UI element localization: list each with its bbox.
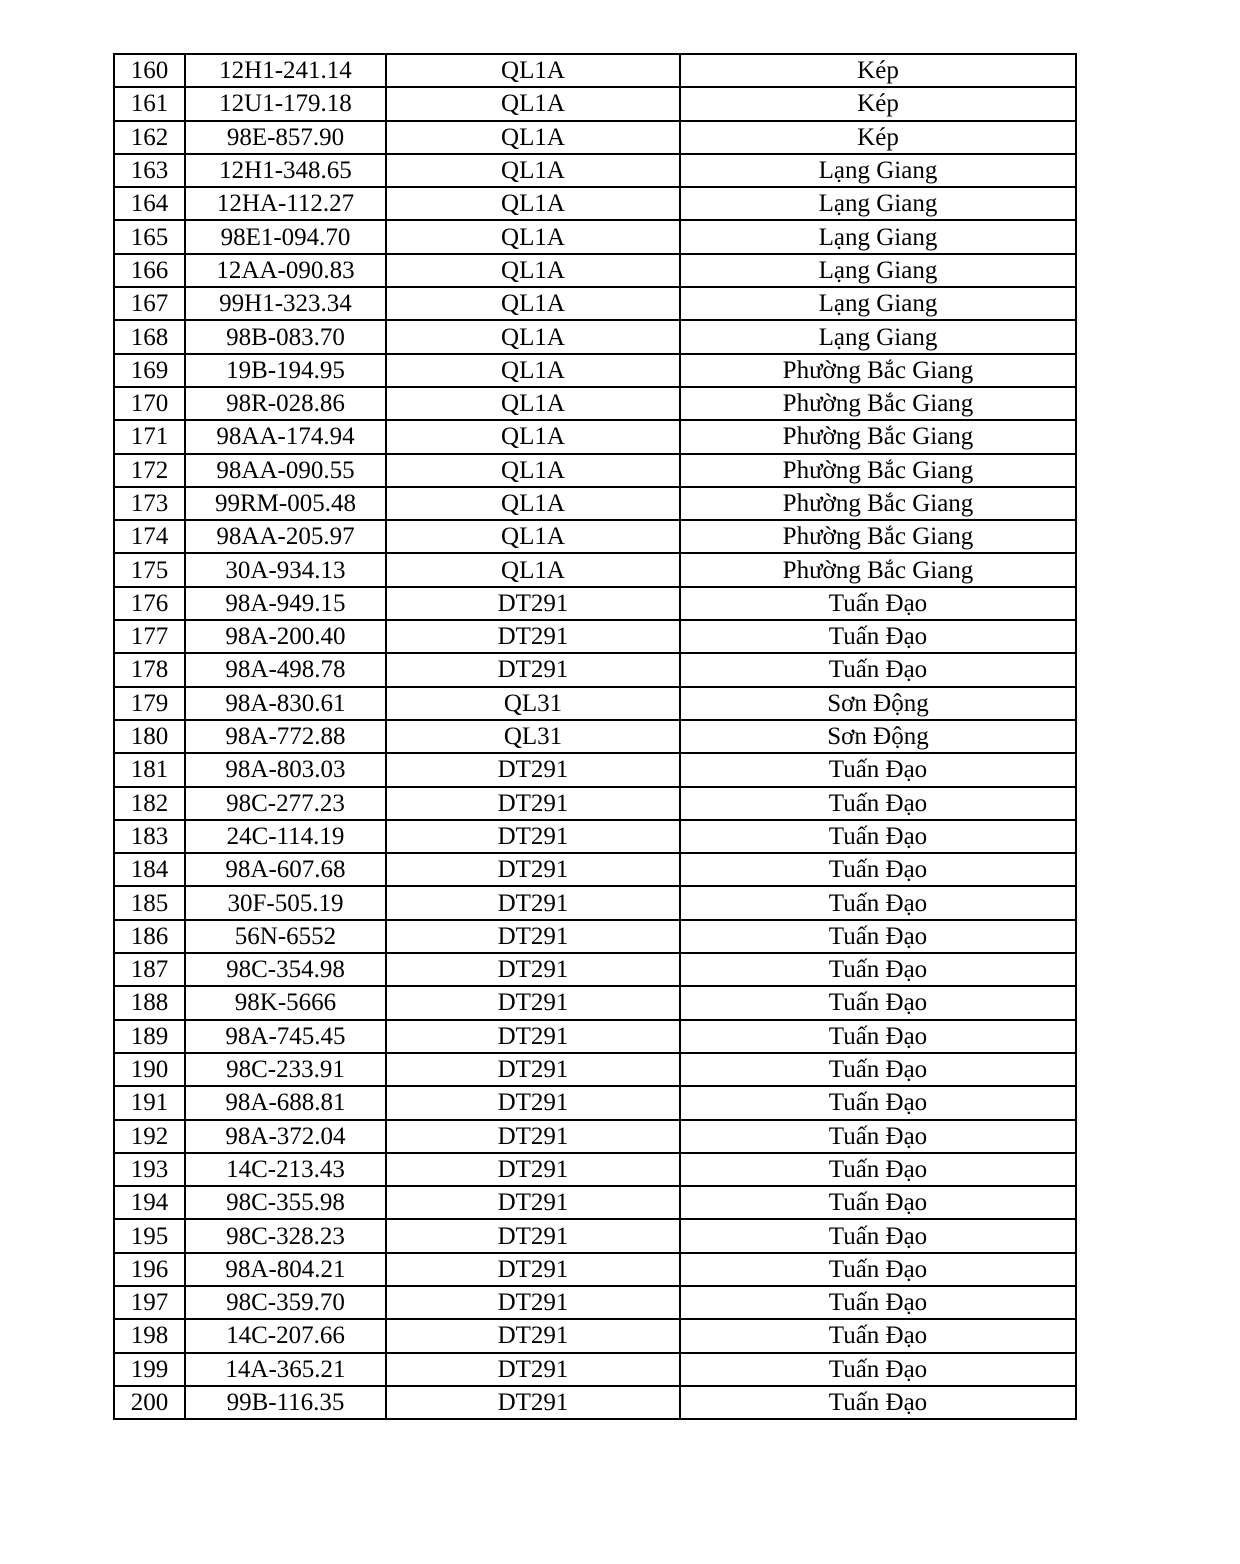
license-plate-cell: 98A-498.78 bbox=[185, 653, 386, 686]
location-cell: Tuấn Đạo bbox=[680, 1353, 1076, 1386]
row-number-cell: 193 bbox=[114, 1153, 185, 1186]
location-cell: Tuấn Đạo bbox=[680, 1053, 1076, 1086]
row-number-cell: 163 bbox=[114, 154, 185, 187]
table-row bbox=[114, 820, 1076, 853]
row-number-cell: 179 bbox=[114, 687, 185, 720]
license-plate-cell: 12H1-241.14 bbox=[185, 54, 386, 87]
location-cell: Tuấn Đạo bbox=[680, 753, 1076, 786]
road-cell: DT291 bbox=[386, 1286, 680, 1319]
license-plate-cell: 98A-772.88 bbox=[185, 720, 386, 753]
road-cell: DT291 bbox=[386, 920, 680, 953]
license-plate-cell: 98R-028.86 bbox=[185, 387, 386, 420]
license-plate-cell: 12HA-112.27 bbox=[185, 187, 386, 220]
road-cell: QL1A bbox=[386, 187, 680, 220]
table-row bbox=[114, 620, 1076, 653]
row-number-cell: 180 bbox=[114, 720, 185, 753]
table-row bbox=[114, 1086, 1076, 1119]
road-cell: QL1A bbox=[386, 320, 680, 353]
license-plate-cell: 14A-365.21 bbox=[185, 1353, 386, 1386]
road-cell: QL31 bbox=[386, 720, 680, 753]
location-cell: Tuấn Đạo bbox=[680, 1120, 1076, 1153]
table-row bbox=[114, 1053, 1076, 1086]
table-row bbox=[114, 420, 1076, 453]
row-number-cell: 164 bbox=[114, 187, 185, 220]
table-row bbox=[114, 454, 1076, 487]
table-row bbox=[114, 687, 1076, 720]
table-row bbox=[114, 553, 1076, 586]
location-cell: Tuấn Đạo bbox=[680, 1386, 1076, 1419]
license-plate-cell: 98C-359.70 bbox=[185, 1286, 386, 1319]
table-row bbox=[114, 587, 1076, 620]
road-cell: DT291 bbox=[386, 620, 680, 653]
road-cell: QL1A bbox=[386, 154, 680, 187]
road-cell: DT291 bbox=[386, 1386, 680, 1419]
row-number-cell: 196 bbox=[114, 1253, 185, 1286]
location-cell: Tuấn Đạo bbox=[680, 953, 1076, 986]
road-cell: QL1A bbox=[386, 220, 680, 253]
table-row bbox=[114, 1353, 1076, 1386]
location-cell: Tuấn Đạo bbox=[680, 1153, 1076, 1186]
road-cell: DT291 bbox=[386, 1186, 680, 1219]
road-cell: QL1A bbox=[386, 520, 680, 553]
license-plate-cell: 98AA-090.55 bbox=[185, 454, 386, 487]
row-number-cell: 168 bbox=[114, 320, 185, 353]
location-cell: Tuấn Đạo bbox=[680, 1253, 1076, 1286]
location-cell: Phường Bắc Giang bbox=[680, 387, 1076, 420]
road-cell: QL1A bbox=[386, 553, 680, 586]
table-body bbox=[114, 54, 1076, 1419]
table-row bbox=[114, 953, 1076, 986]
table-row bbox=[114, 1120, 1076, 1153]
road-cell: DT291 bbox=[386, 1020, 680, 1053]
road-cell: DT291 bbox=[386, 653, 680, 686]
road-cell: QL1A bbox=[386, 54, 680, 87]
road-cell: DT291 bbox=[386, 1219, 680, 1252]
license-plate-cell: 12U1-179.18 bbox=[185, 87, 386, 120]
table-row bbox=[114, 487, 1076, 520]
location-cell: Phường Bắc Giang bbox=[680, 553, 1076, 586]
location-cell: Tuấn Đạo bbox=[680, 820, 1076, 853]
road-cell: DT291 bbox=[386, 1086, 680, 1119]
location-cell: Lạng Giang bbox=[680, 320, 1076, 353]
row-number-cell: 165 bbox=[114, 220, 185, 253]
road-cell: DT291 bbox=[386, 753, 680, 786]
location-cell: Tuấn Đạo bbox=[680, 653, 1076, 686]
location-cell: Lạng Giang bbox=[680, 254, 1076, 287]
table-row bbox=[114, 1253, 1076, 1286]
row-number-cell: 169 bbox=[114, 354, 185, 387]
table-row bbox=[114, 1286, 1076, 1319]
location-cell: Phường Bắc Giang bbox=[680, 420, 1076, 453]
road-cell: DT291 bbox=[386, 1120, 680, 1153]
road-cell: DT291 bbox=[386, 587, 680, 620]
table-row bbox=[114, 287, 1076, 320]
license-plate-cell: 12H1-348.65 bbox=[185, 154, 386, 187]
location-cell: Phường Bắc Giang bbox=[680, 454, 1076, 487]
table-row bbox=[114, 986, 1076, 1019]
license-plate-cell: 14C-213.43 bbox=[185, 1153, 386, 1186]
vehicle-table bbox=[113, 53, 1077, 1420]
row-number-cell: 173 bbox=[114, 487, 185, 520]
license-plate-cell: 98A-688.81 bbox=[185, 1086, 386, 1119]
license-plate-cell: 98A-830.61 bbox=[185, 687, 386, 720]
road-cell: QL1A bbox=[386, 454, 680, 487]
table-row bbox=[114, 354, 1076, 387]
row-number-cell: 192 bbox=[114, 1120, 185, 1153]
row-number-cell: 160 bbox=[114, 54, 185, 87]
row-number-cell: 176 bbox=[114, 587, 185, 620]
license-plate-cell: 99RM-005.48 bbox=[185, 487, 386, 520]
license-plate-cell: 98K-5666 bbox=[185, 986, 386, 1019]
location-cell: Tuấn Đạo bbox=[680, 920, 1076, 953]
location-cell: Sơn Động bbox=[680, 720, 1076, 753]
table-row bbox=[114, 220, 1076, 253]
row-number-cell: 175 bbox=[114, 553, 185, 586]
road-cell: DT291 bbox=[386, 1253, 680, 1286]
table-row bbox=[114, 520, 1076, 553]
row-number-cell: 186 bbox=[114, 920, 185, 953]
row-number-cell: 191 bbox=[114, 1086, 185, 1119]
license-plate-cell: 19B-194.95 bbox=[185, 354, 386, 387]
row-number-cell: 170 bbox=[114, 387, 185, 420]
table-row bbox=[114, 1386, 1076, 1419]
table-row bbox=[114, 154, 1076, 187]
location-cell: Tuấn Đạo bbox=[680, 1086, 1076, 1119]
road-cell: DT291 bbox=[386, 986, 680, 1019]
license-plate-cell: 98E-857.90 bbox=[185, 121, 386, 154]
road-cell: DT291 bbox=[386, 953, 680, 986]
license-plate-cell: 98C-328.23 bbox=[185, 1219, 386, 1252]
table-row bbox=[114, 787, 1076, 820]
license-plate-cell: 98E1-094.70 bbox=[185, 220, 386, 253]
license-plate-cell: 14C-207.66 bbox=[185, 1319, 386, 1352]
location-cell: Tuấn Đạo bbox=[680, 1219, 1076, 1252]
row-number-cell: 183 bbox=[114, 820, 185, 853]
table-row bbox=[114, 886, 1076, 919]
table-row bbox=[114, 187, 1076, 220]
table-row bbox=[114, 1219, 1076, 1252]
license-plate-cell: 98B-083.70 bbox=[185, 320, 386, 353]
table-row bbox=[114, 54, 1076, 87]
row-number-cell: 188 bbox=[114, 986, 185, 1019]
license-plate-cell: 99B-116.35 bbox=[185, 1386, 386, 1419]
road-cell: QL1A bbox=[386, 87, 680, 120]
location-cell: Tuấn Đạo bbox=[680, 587, 1076, 620]
license-plate-cell: 30F-505.19 bbox=[185, 886, 386, 919]
location-cell: Tuấn Đạo bbox=[680, 787, 1076, 820]
road-cell: QL1A bbox=[386, 121, 680, 154]
road-cell: QL1A bbox=[386, 354, 680, 387]
row-number-cell: 187 bbox=[114, 953, 185, 986]
location-cell: Phường Bắc Giang bbox=[680, 354, 1076, 387]
road-cell: DT291 bbox=[386, 787, 680, 820]
row-number-cell: 200 bbox=[114, 1386, 185, 1419]
row-number-cell: 181 bbox=[114, 753, 185, 786]
row-number-cell: 178 bbox=[114, 653, 185, 686]
location-cell: Tuấn Đạo bbox=[680, 620, 1076, 653]
license-plate-cell: 98A-949.15 bbox=[185, 587, 386, 620]
row-number-cell: 174 bbox=[114, 520, 185, 553]
row-number-cell: 161 bbox=[114, 87, 185, 120]
road-cell: QL1A bbox=[386, 487, 680, 520]
location-cell: Lạng Giang bbox=[680, 187, 1076, 220]
row-number-cell: 177 bbox=[114, 620, 185, 653]
location-cell: Lạng Giang bbox=[680, 287, 1076, 320]
license-plate-cell: 98A-607.68 bbox=[185, 853, 386, 886]
location-cell: Lạng Giang bbox=[680, 154, 1076, 187]
location-cell: Tuấn Đạo bbox=[680, 1319, 1076, 1352]
location-cell: Tuấn Đạo bbox=[680, 886, 1076, 919]
row-number-cell: 197 bbox=[114, 1286, 185, 1319]
road-cell: QL1A bbox=[386, 420, 680, 453]
table-row bbox=[114, 853, 1076, 886]
license-plate-cell: 30A-934.13 bbox=[185, 553, 386, 586]
location-cell: Sơn Động bbox=[680, 687, 1076, 720]
road-cell: DT291 bbox=[386, 853, 680, 886]
road-cell: DT291 bbox=[386, 1353, 680, 1386]
road-cell: QL1A bbox=[386, 254, 680, 287]
row-number-cell: 199 bbox=[114, 1353, 185, 1386]
table-row bbox=[114, 653, 1076, 686]
road-cell: DT291 bbox=[386, 1319, 680, 1352]
row-number-cell: 198 bbox=[114, 1319, 185, 1352]
road-cell: DT291 bbox=[386, 1153, 680, 1186]
table-row bbox=[114, 920, 1076, 953]
table-row bbox=[114, 1153, 1076, 1186]
location-cell: Tuấn Đạo bbox=[680, 986, 1076, 1019]
table-row bbox=[114, 720, 1076, 753]
location-cell: Lạng Giang bbox=[680, 220, 1076, 253]
road-cell: DT291 bbox=[386, 820, 680, 853]
table-row bbox=[114, 320, 1076, 353]
table-row bbox=[114, 1186, 1076, 1219]
license-plate-cell: 98C-354.98 bbox=[185, 953, 386, 986]
row-number-cell: 171 bbox=[114, 420, 185, 453]
row-number-cell: 194 bbox=[114, 1186, 185, 1219]
license-plate-cell: 24C-114.19 bbox=[185, 820, 386, 853]
road-cell: DT291 bbox=[386, 886, 680, 919]
license-plate-cell: 98AA-205.97 bbox=[185, 520, 386, 553]
license-plate-cell: 98C-355.98 bbox=[185, 1186, 386, 1219]
license-plate-cell: 98C-233.91 bbox=[185, 1053, 386, 1086]
row-number-cell: 184 bbox=[114, 853, 185, 886]
location-cell: Kép bbox=[680, 87, 1076, 120]
license-plate-cell: 56N-6552 bbox=[185, 920, 386, 953]
row-number-cell: 189 bbox=[114, 1020, 185, 1053]
table-row bbox=[114, 1319, 1076, 1352]
table-row bbox=[114, 1020, 1076, 1053]
row-number-cell: 162 bbox=[114, 121, 185, 154]
table-row bbox=[114, 254, 1076, 287]
table-row bbox=[114, 121, 1076, 154]
license-plate-cell: 98AA-174.94 bbox=[185, 420, 386, 453]
location-cell: Kép bbox=[680, 54, 1076, 87]
location-cell: Phường Bắc Giang bbox=[680, 520, 1076, 553]
row-number-cell: 190 bbox=[114, 1053, 185, 1086]
road-cell: QL1A bbox=[386, 287, 680, 320]
row-number-cell: 167 bbox=[114, 287, 185, 320]
row-number-cell: 166 bbox=[114, 254, 185, 287]
location-cell: Tuấn Đạo bbox=[680, 1186, 1076, 1219]
road-cell: DT291 bbox=[386, 1053, 680, 1086]
location-cell: Kép bbox=[680, 121, 1076, 154]
license-plate-cell: 12AA-090.83 bbox=[185, 254, 386, 287]
table-row bbox=[114, 753, 1076, 786]
license-plate-cell: 99H1-323.34 bbox=[185, 287, 386, 320]
road-cell: QL1A bbox=[386, 387, 680, 420]
license-plate-cell: 98A-200.40 bbox=[185, 620, 386, 653]
table-row bbox=[114, 87, 1076, 120]
location-cell: Phường Bắc Giang bbox=[680, 487, 1076, 520]
row-number-cell: 182 bbox=[114, 787, 185, 820]
license-plate-cell: 98A-803.03 bbox=[185, 753, 386, 786]
row-number-cell: 172 bbox=[114, 454, 185, 487]
license-plate-cell: 98A-804.21 bbox=[185, 1253, 386, 1286]
license-plate-cell: 98C-277.23 bbox=[185, 787, 386, 820]
location-cell: Tuấn Đạo bbox=[680, 1286, 1076, 1319]
license-plate-cell: 98A-745.45 bbox=[185, 1020, 386, 1053]
row-number-cell: 195 bbox=[114, 1219, 185, 1252]
table-row bbox=[114, 387, 1076, 420]
license-plate-cell: 98A-372.04 bbox=[185, 1120, 386, 1153]
road-cell: QL31 bbox=[386, 687, 680, 720]
row-number-cell: 185 bbox=[114, 886, 185, 919]
location-cell: Tuấn Đạo bbox=[680, 853, 1076, 886]
location-cell: Tuấn Đạo bbox=[680, 1020, 1076, 1053]
